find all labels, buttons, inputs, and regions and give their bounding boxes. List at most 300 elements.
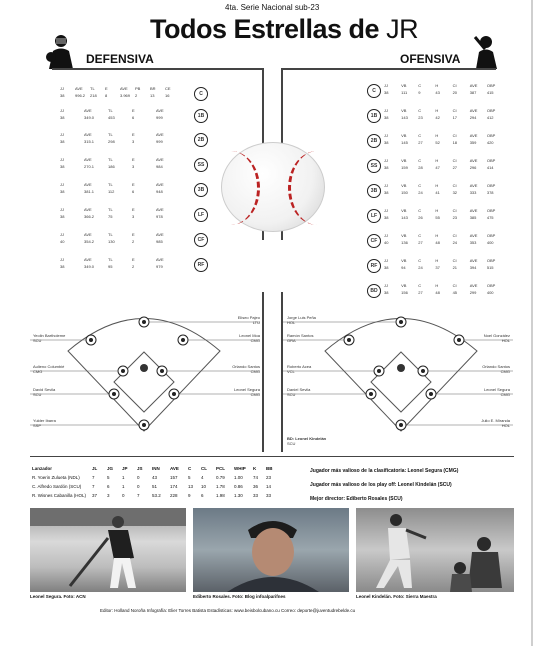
table-cell: 7 xyxy=(137,493,140,498)
stat-header: AVE xyxy=(84,157,92,162)
table-cell: 4 xyxy=(201,475,204,480)
offense-row xyxy=(367,158,515,175)
photo-leonel-kindelan xyxy=(356,508,514,592)
table-cell: 1.30 xyxy=(234,493,243,498)
defense-row xyxy=(60,108,208,125)
stat-value: 38 xyxy=(60,264,65,269)
stat-header: AVE xyxy=(156,132,164,137)
position-badge: LF xyxy=(194,208,208,222)
stat-header: TL xyxy=(90,86,95,91)
stat-value: 40 xyxy=(60,239,65,244)
stat-value: 453 xyxy=(108,115,115,120)
stat-header: VB xyxy=(401,133,407,138)
stat-value: 156 xyxy=(401,290,408,295)
stat-header: TL xyxy=(108,132,113,137)
position-badge: RF xyxy=(367,259,381,273)
column-header: JG xyxy=(107,466,114,471)
stat-value: 13 xyxy=(150,93,155,98)
player-label xyxy=(287,315,316,325)
pitcher-photo-figure xyxy=(30,508,186,592)
table-cell: 10 xyxy=(201,484,207,489)
defense-row xyxy=(60,86,208,103)
player-name: Orlando Santos xyxy=(482,364,510,369)
stat-value: 20 xyxy=(452,90,458,95)
photo-ediberto-rosales xyxy=(193,508,349,592)
batter-icon xyxy=(469,33,503,71)
stat-value: 8 xyxy=(105,93,108,98)
player-label xyxy=(462,333,510,343)
stat-header: AVE xyxy=(469,183,478,188)
stat-value: 40 xyxy=(384,240,389,245)
player-name: Jorge Luis Peña xyxy=(287,315,316,320)
stat-value: 978 xyxy=(156,214,163,219)
stat-value: 23 xyxy=(452,215,458,220)
player-team: SSP xyxy=(33,423,42,428)
stat-header: VB xyxy=(401,208,407,213)
stat-header: VB xyxy=(401,158,407,163)
column-header: C xyxy=(188,466,192,471)
player-name: Yulder Ibarra xyxy=(33,418,56,423)
stat-value: 349.0 xyxy=(84,115,95,120)
stat-value: 38 xyxy=(384,140,389,145)
stat-value: 315.1 xyxy=(84,139,95,144)
stat-value: 999 xyxy=(156,139,163,144)
stat-header: JJ xyxy=(384,133,388,138)
offense-row xyxy=(367,133,515,150)
stat-header: AVE xyxy=(156,157,164,162)
stat-header: OBP xyxy=(486,133,496,138)
stat-value: 333 xyxy=(469,190,477,195)
offense-row xyxy=(367,208,515,225)
stat-value: 381.1 xyxy=(84,189,95,194)
table-cell: 51 xyxy=(152,484,158,489)
offense-row xyxy=(367,183,515,200)
stat-header: E xyxy=(132,108,135,113)
stat-header: JJ xyxy=(384,83,388,88)
player-team: CMG xyxy=(250,369,260,374)
stat-value: 47 xyxy=(435,165,440,170)
stat-value: 979 xyxy=(156,264,163,269)
player-label xyxy=(214,364,260,374)
stat-value: 38 xyxy=(60,139,65,144)
stat-value: 515 xyxy=(486,265,494,270)
stat-header: AVE xyxy=(84,132,92,137)
stat-header: OBP xyxy=(486,283,496,288)
photo-caption: Leonel Kindelán. Foto: Sierra Maestra xyxy=(356,594,437,599)
photo-caption: Ediberto Rosales. Foto: Blog infoalparifnes xyxy=(193,594,286,599)
stat-header: H xyxy=(435,208,439,213)
player-label xyxy=(455,418,510,428)
stat-value: 150 xyxy=(401,190,408,195)
table-cell: 6 xyxy=(107,484,110,489)
player-team: HOL xyxy=(287,320,296,325)
stat-header: JJ xyxy=(384,208,388,213)
player-label xyxy=(33,364,64,374)
stat-header: JJ xyxy=(384,283,388,288)
stat-header: OBP xyxy=(486,83,496,88)
stat-value: 43 xyxy=(435,90,440,95)
stat-header: AVE xyxy=(156,257,164,262)
stat-value: 984 xyxy=(156,164,163,169)
column-header: PCL xyxy=(216,466,225,471)
stat-value: 2 xyxy=(135,93,138,98)
stat-header: JJ xyxy=(60,232,64,237)
player-team: CMG xyxy=(500,369,510,374)
offense-field-diagram xyxy=(283,296,515,456)
stat-header: H xyxy=(435,283,439,288)
player-name: Ramón Santos xyxy=(287,333,314,338)
table-cell: 7 xyxy=(92,484,95,489)
position-badge: 3B xyxy=(367,184,381,198)
player-label xyxy=(224,315,260,325)
column-header: Lanzador xyxy=(32,466,53,471)
stat-header: C xyxy=(418,108,422,113)
table-cell: 1 xyxy=(122,484,125,489)
bottom-rule xyxy=(30,456,514,457)
position-badge: 2B xyxy=(367,134,381,148)
stat-header: VB xyxy=(401,233,407,238)
player-team: GRA xyxy=(287,338,296,343)
table-row xyxy=(32,482,294,491)
position-badge: C xyxy=(194,87,208,101)
stat-value: 394 xyxy=(469,265,477,270)
stat-value: 143 xyxy=(401,115,408,120)
stat-value: 38 xyxy=(60,189,65,194)
table-cell: 1.98 xyxy=(216,493,225,498)
player-team: SCU xyxy=(287,392,296,397)
stat-value: 294 xyxy=(469,115,477,120)
stat-value: 400 xyxy=(486,240,494,245)
stat-header: JJ xyxy=(384,233,388,238)
stat-header: PB xyxy=(135,86,141,91)
stat-value: 37 xyxy=(435,265,440,270)
stat-value: 400 xyxy=(486,290,494,295)
player-team: HOL xyxy=(501,423,510,428)
position-badge: LF xyxy=(367,209,381,223)
stat-value: 387 xyxy=(469,90,477,95)
stat-header: H xyxy=(435,133,439,138)
stat-header: VB xyxy=(401,83,407,88)
stat-value: 296 xyxy=(469,165,477,170)
stat-header: AVE xyxy=(469,233,478,238)
defense-row xyxy=(60,132,208,149)
position-badge: 1B xyxy=(367,109,381,123)
table-cell: 9 xyxy=(188,493,191,498)
player-name: David Sevila xyxy=(33,387,56,392)
stat-value: 412 xyxy=(486,115,494,120)
column-header: JP xyxy=(122,466,128,471)
stat-header: TL xyxy=(108,182,113,187)
position-badge: CF xyxy=(194,233,208,247)
stat-header: AVE xyxy=(469,133,478,138)
table-cell: 6 xyxy=(201,493,204,498)
position-badge: RF xyxy=(194,258,208,272)
stat-header: C xyxy=(418,283,422,288)
stat-header: AVE xyxy=(156,232,164,237)
defense-heading: DEFENSIVA xyxy=(86,52,154,66)
position-badge: C xyxy=(367,84,381,98)
stat-value: 17 xyxy=(452,115,458,120)
stat-value: 41 xyxy=(435,190,440,195)
stat-header: JJ xyxy=(60,157,64,162)
stat-header: CI xyxy=(452,108,457,113)
player-team: HOL xyxy=(501,338,510,343)
stat-value: 270.1 xyxy=(84,164,95,169)
stat-header: JJ xyxy=(60,108,64,113)
table-cell: 0 xyxy=(137,475,140,480)
stat-value: 130 xyxy=(108,239,115,244)
stat-header: E xyxy=(132,157,135,162)
player-label xyxy=(33,418,56,428)
defense-top-rule xyxy=(52,68,264,70)
stat-header: E xyxy=(105,86,108,91)
table-cell: 14 xyxy=(266,484,272,489)
stat-header: VB xyxy=(401,108,407,113)
stat-header: AVE xyxy=(156,108,164,113)
stat-value: 145 xyxy=(401,140,408,145)
player-name: Daniel Sevila xyxy=(287,387,311,392)
table-row xyxy=(32,473,294,482)
position-badge: BD xyxy=(367,284,381,298)
table-cell: 1 xyxy=(122,475,125,480)
player-team: VCL xyxy=(287,369,295,374)
player-label xyxy=(462,387,510,397)
stat-value: 996.2 xyxy=(75,93,86,98)
player-team: SCU xyxy=(33,338,42,343)
player-label xyxy=(287,333,313,343)
position-badge: SS xyxy=(194,158,208,172)
stat-header: CE xyxy=(165,86,171,91)
column-header: JL xyxy=(92,466,98,471)
stat-value: 415 xyxy=(486,90,494,95)
stat-header: CI xyxy=(452,83,457,88)
stat-header: JJ xyxy=(384,158,388,163)
column-header: JS xyxy=(137,466,143,471)
stat-header: CI xyxy=(452,158,457,163)
stat-header: AVE xyxy=(84,207,92,212)
stat-header: AVE xyxy=(120,86,128,91)
table-cell: 43 xyxy=(152,475,158,480)
table-cell: R. Wisnes Cabanilla (HOL) xyxy=(32,493,87,498)
offense-top-rule xyxy=(282,68,496,70)
column-header: INN xyxy=(152,466,160,471)
stat-value: 21 xyxy=(452,265,458,270)
table-cell: 1.78 xyxy=(216,484,225,489)
stat-header: H xyxy=(435,83,439,88)
stat-value: 38 xyxy=(384,290,389,295)
stat-value: 27 xyxy=(418,140,423,145)
position-badge: 2B xyxy=(194,133,208,147)
column-header: CL xyxy=(201,466,207,471)
stat-value: 359 xyxy=(469,140,477,145)
stat-value: 420 xyxy=(486,140,494,145)
stat-header: AVE xyxy=(84,108,92,113)
player-name: Julio E. Miranda xyxy=(481,418,510,423)
stat-header: AVE xyxy=(156,182,164,187)
stat-value: 48 xyxy=(435,240,440,245)
award-item: Jugador más valioso de la clasificatoria: Leonel Segura (CMG) xyxy=(310,468,459,474)
stat-header: JJ xyxy=(60,182,64,187)
stat-value: 42 xyxy=(435,115,440,120)
stat-header: AVE xyxy=(469,158,478,163)
stat-value: 16 xyxy=(165,93,170,98)
player-label xyxy=(214,387,260,397)
table-cell: 5 xyxy=(188,475,191,480)
stat-value: 38 xyxy=(384,90,389,95)
stat-value: 143 xyxy=(401,215,408,220)
stat-value: 985 xyxy=(156,239,163,244)
stat-value: 475 xyxy=(486,215,494,220)
player-name: Leonel Segura xyxy=(483,387,510,392)
stat-value: 349.0 xyxy=(84,264,95,269)
defense-row xyxy=(60,157,208,174)
player-label xyxy=(287,387,310,397)
stat-header: C xyxy=(418,83,422,88)
stat-header: C xyxy=(418,133,422,138)
pitchers-table xyxy=(32,464,294,500)
stat-value: 9 xyxy=(418,90,421,95)
stat-value: 366.2 xyxy=(84,214,95,219)
player-team: CMG xyxy=(250,338,260,343)
defense-row xyxy=(60,207,208,224)
table-cell: C. Alfredo Sardón (SCU) xyxy=(32,484,82,489)
stat-value: 3 xyxy=(132,139,135,144)
table-row xyxy=(32,491,294,500)
page-border xyxy=(531,0,533,646)
position-badge: SS xyxy=(367,159,381,173)
stat-value: 75 xyxy=(108,214,113,219)
player-name: Aulieno Columbié xyxy=(33,364,65,369)
offense-row xyxy=(367,83,515,100)
stat-value: 38 xyxy=(384,115,389,120)
stat-value: 94 xyxy=(401,265,406,270)
catcher-icon xyxy=(44,33,78,71)
player-name: Leonel Moa xyxy=(239,333,260,338)
stat-header: VB xyxy=(401,183,407,188)
stat-header: JJ xyxy=(60,257,64,262)
credits-footer: Editor: Holland Noroña Infografía: Elier Torres Batista Estadísticas: www.beisbolcubano.cu Correo: deporte@juventudrebelde.cu xyxy=(100,608,356,613)
player-name: Orlando Santos xyxy=(232,364,260,369)
stat-value: 3 xyxy=(132,164,135,169)
column-header: AVE xyxy=(170,466,179,471)
stat-header: JJ xyxy=(384,258,388,263)
stat-header: TL xyxy=(108,108,113,113)
stat-header: AVE xyxy=(469,108,478,113)
table-cell: 157 xyxy=(170,475,178,480)
player-name: Noel González xyxy=(483,333,510,338)
baseball-seam xyxy=(202,151,260,225)
player-name: BD: Leonel Kindelán xyxy=(287,436,327,441)
stat-header: H xyxy=(435,158,439,163)
stat-header: OBP xyxy=(486,183,496,188)
stat-header: TL xyxy=(108,157,113,162)
player-label xyxy=(224,333,260,343)
stat-value: 298 xyxy=(108,139,115,144)
stat-value: 378 xyxy=(486,190,494,195)
stat-header: CI xyxy=(452,183,457,188)
stat-header: VB xyxy=(401,258,407,263)
stat-header: E xyxy=(132,132,135,137)
stat-header: E xyxy=(132,232,135,237)
stat-value: 6 xyxy=(132,189,135,194)
player-team: SCU xyxy=(287,441,296,446)
stat-header: AVE xyxy=(84,232,92,237)
table-cell: 0 xyxy=(122,493,125,498)
table-cell: 33 xyxy=(266,493,272,498)
offense-row xyxy=(367,233,515,250)
stat-header: JJ xyxy=(60,132,64,137)
stat-value: 414 xyxy=(486,165,494,170)
stat-header: C xyxy=(418,233,422,238)
player-team: CMG xyxy=(250,392,260,397)
stat-value: 948 xyxy=(156,189,163,194)
baseball-image xyxy=(221,142,325,232)
position-badge: CF xyxy=(367,234,381,248)
stat-header: JJ xyxy=(384,183,388,188)
stat-header: AVE xyxy=(469,83,478,88)
stat-value: 38 xyxy=(60,214,65,219)
table-cell: 23 xyxy=(266,475,272,480)
stat-value: 218 xyxy=(90,93,97,98)
table-cell: 53.2 xyxy=(152,493,161,498)
stat-value: 3.969 xyxy=(120,93,131,98)
table-cell: 228 xyxy=(170,493,178,498)
stat-header: C xyxy=(418,158,422,163)
player-name: Leonel Segura xyxy=(233,387,260,392)
stat-value: 38 xyxy=(384,215,389,220)
stat-value: 55 xyxy=(435,215,440,220)
table-cell: R. Yoerin Zulueta (NDL) xyxy=(32,475,80,480)
photo-leonel-segura xyxy=(30,508,186,592)
table-cell: 37 xyxy=(92,493,98,498)
stat-header: AVE xyxy=(156,207,164,212)
baseball-seam xyxy=(288,151,346,225)
stat-value: 38 xyxy=(384,265,389,270)
stat-value: 2 xyxy=(132,239,135,244)
stat-header: OBP xyxy=(486,108,496,113)
player-label xyxy=(287,436,326,446)
stat-value: 48 xyxy=(435,290,440,295)
stat-header: C xyxy=(418,183,422,188)
batter-photo-figure xyxy=(356,508,514,592)
stat-header: AVE xyxy=(84,182,92,187)
stat-value: 45 xyxy=(452,290,458,295)
stat-value: 112 xyxy=(108,189,115,194)
stat-header: C xyxy=(418,208,422,213)
stat-header: BR xyxy=(150,86,156,91)
stat-header: JJ xyxy=(60,207,64,212)
defense-row xyxy=(60,232,208,249)
stat-header: OBP xyxy=(486,258,496,263)
table-cell: 36 xyxy=(253,484,259,489)
column-header: WHIP xyxy=(234,466,246,471)
player-label xyxy=(33,387,55,397)
stat-header: JJ xyxy=(60,86,64,91)
stat-value: 24 xyxy=(418,190,423,195)
table-cell: 174 xyxy=(170,484,178,489)
stat-header: AVE xyxy=(84,257,92,262)
position-badge: 1B xyxy=(194,109,208,123)
stat-value: 299 xyxy=(469,290,477,295)
table-cell: 1.00 xyxy=(234,475,243,480)
stat-header: CI xyxy=(452,133,457,138)
player-label xyxy=(33,333,65,343)
stat-value: 27 xyxy=(418,240,423,245)
column-header: K xyxy=(253,466,257,471)
stat-value: 385 xyxy=(469,215,477,220)
stat-header: H xyxy=(435,233,439,238)
stat-value: 27 xyxy=(452,165,458,170)
